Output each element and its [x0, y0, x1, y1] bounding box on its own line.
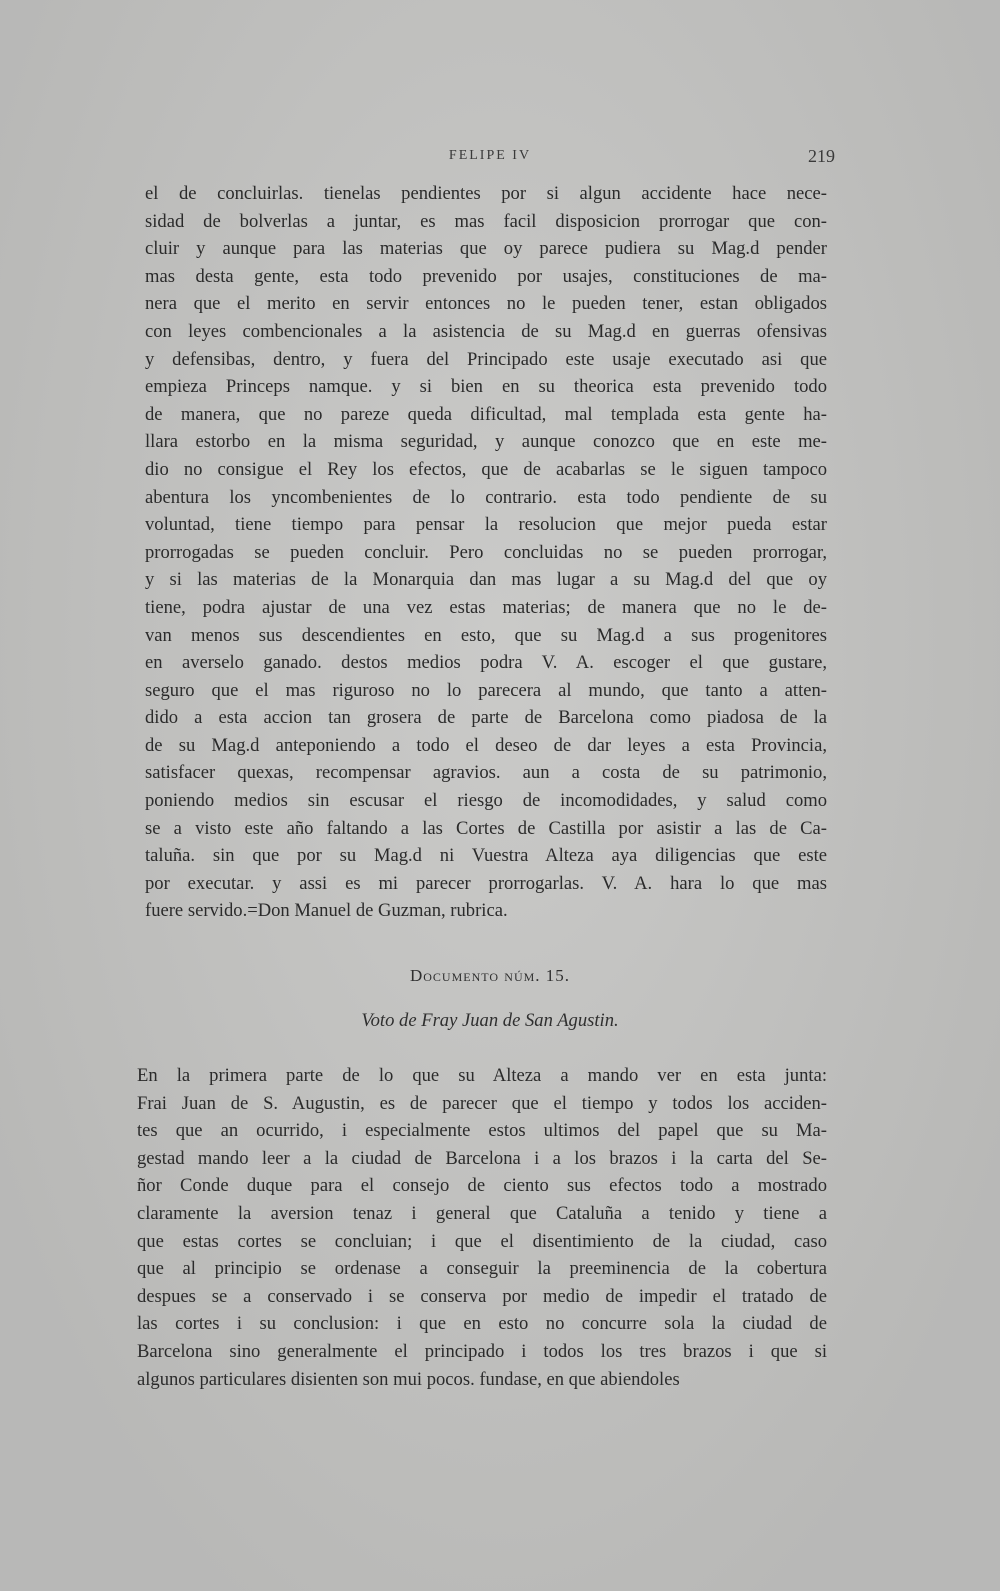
text-line: por executar. y assi es mi parecer prorrogarlas. V. A. hara lo que mas [145, 872, 827, 894]
text-line: En la primera parte de lo que su Alteza a mando ver en esta junta: [137, 1065, 827, 1086]
text-line: satisfacer quexas, recompensar agravios. aun a costa de su patrimonio, [145, 762, 827, 784]
text-line: Frai Juan de S. Augustin, es de parecer que el tiempo y todos los acciden- [137, 1092, 827, 1114]
text-block-document-15 [137, 1062, 827, 1393]
text-line: taluña. sin que por su Mag.d ni Vuestra Alteza aya diligencias que este [145, 845, 827, 867]
text-line: en averselo ganado. destos medios podra V. A. escoger el que gustare, [145, 652, 827, 674]
text-line: algunos particulares disienten son mui pocos. fundase, en que abiendoles [137, 1368, 680, 1390]
text-line: de manera, que no pareze queda dificultad, mal templada esta gente ha- [145, 403, 827, 425]
page-header [145, 148, 835, 172]
text-line: sidad de bolverlas a juntar, es mas facil disposicion prorrogar que con- [145, 210, 827, 232]
text-line: gestad mando leer a la ciudad de Barcelona i a los brazos i la carta del Se- [137, 1147, 827, 1169]
text-line: abentura los yncombenientes de lo contrario. esta todo pendiente de su [145, 486, 827, 508]
text-line: Barcelona sino generalmente el principado i todos los tres brazos i que si [137, 1340, 827, 1362]
running-head: FELIPE IV [448, 148, 532, 163]
page-number: 219 [808, 146, 835, 166]
text-line: cluir y aunque para las materias que oy parece pudiera su Mag.d pender [145, 238, 827, 260]
text-line: prorrogadas se pueden concluir. Pero concluidas no se pueden prorrogar, [145, 541, 827, 563]
document-subtitle: Voto de Fray Juan de San Agustin. [361, 1010, 619, 1031]
text-line: fuere servido.=Don Manuel de Guzman, rubrica. [145, 900, 508, 922]
text-line: tes que an ocurrido, i especialmente estos ultimos del papel que su Ma- [137, 1120, 827, 1142]
text-line: que estas cortes se concluian; i que el disentimiento de la ciudad, caso [137, 1230, 827, 1252]
text-line: voluntad, tiene tiempo para pensar la resolucion que mejor pueda estar [145, 514, 827, 536]
text-line: nera que el merito en servir entonces no le pueden tener, estan obligados [145, 293, 827, 315]
text-line: claramente la aversion tenaz i general que Cataluña a tenido y tiene a [137, 1202, 827, 1224]
text-line: y defensibas, dentro, y fuera del Principado este usaje executado asi que [145, 348, 827, 370]
text-line: despues se a conservado i se conserva por medio de impedir el tratado de [137, 1285, 827, 1307]
text-line: el de concluirlas. tienelas pendientes por si algun accidente hace nece- [145, 183, 827, 204]
text-line: dido a esta accion tan grosera de parte de Barcelona como piadosa de la [145, 707, 827, 729]
text-line: y si las materias de la Monarquia dan mas lugar a su Mag.d del que oy [145, 569, 827, 591]
text-line: seguro que el mas riguroso no lo parecera al mundo, que tanto a atten- [145, 679, 827, 701]
document-heading: Documento núm. 15. [409, 966, 571, 985]
text-line: llara estorbo en la misma seguridad, y aunque conozco que en este me- [145, 431, 827, 453]
text-line: mas desta gente, esta todo prevenido por usajes, constituciones de ma- [145, 265, 827, 287]
text-line: empieza Princeps namque. y si bien en su theorica esta prevenido todo [145, 376, 827, 398]
text-block-continuation [145, 180, 827, 925]
text-line: se a visto este año faltando a las Cortes de Castilla por asistir a las de Ca- [145, 817, 827, 839]
text-line: dio no consigue el Rey los efectos, que de acabarlas se le siguen tampoco [145, 458, 827, 480]
text-line: las cortes i su conclusion: i que en esto no concurre sola la ciudad de [137, 1313, 827, 1335]
text-line: que al principio se ordenase a conseguir la preeminencia de la cobertura [137, 1258, 827, 1280]
text-line: con leyes combencionales a la asistencia de su Mag.d en guerras ofensivas [145, 320, 827, 342]
text-line: poniendo medios sin escusar el riesgo de incomodidades, y salud como [145, 790, 827, 812]
text-line: ñor Conde duque para el consejo de ciento sus efectos todo a mostrado [137, 1175, 827, 1197]
text-line: tiene, podra ajustar de una vez estas materias; de manera que no le de- [145, 596, 827, 618]
text-line: van menos sus descendientes en esto, que su Mag.d a sus progenitores [145, 624, 827, 646]
text-line: de su Mag.d anteponiendo a todo el deseo de dar leyes a esta Provincia, [145, 734, 827, 756]
